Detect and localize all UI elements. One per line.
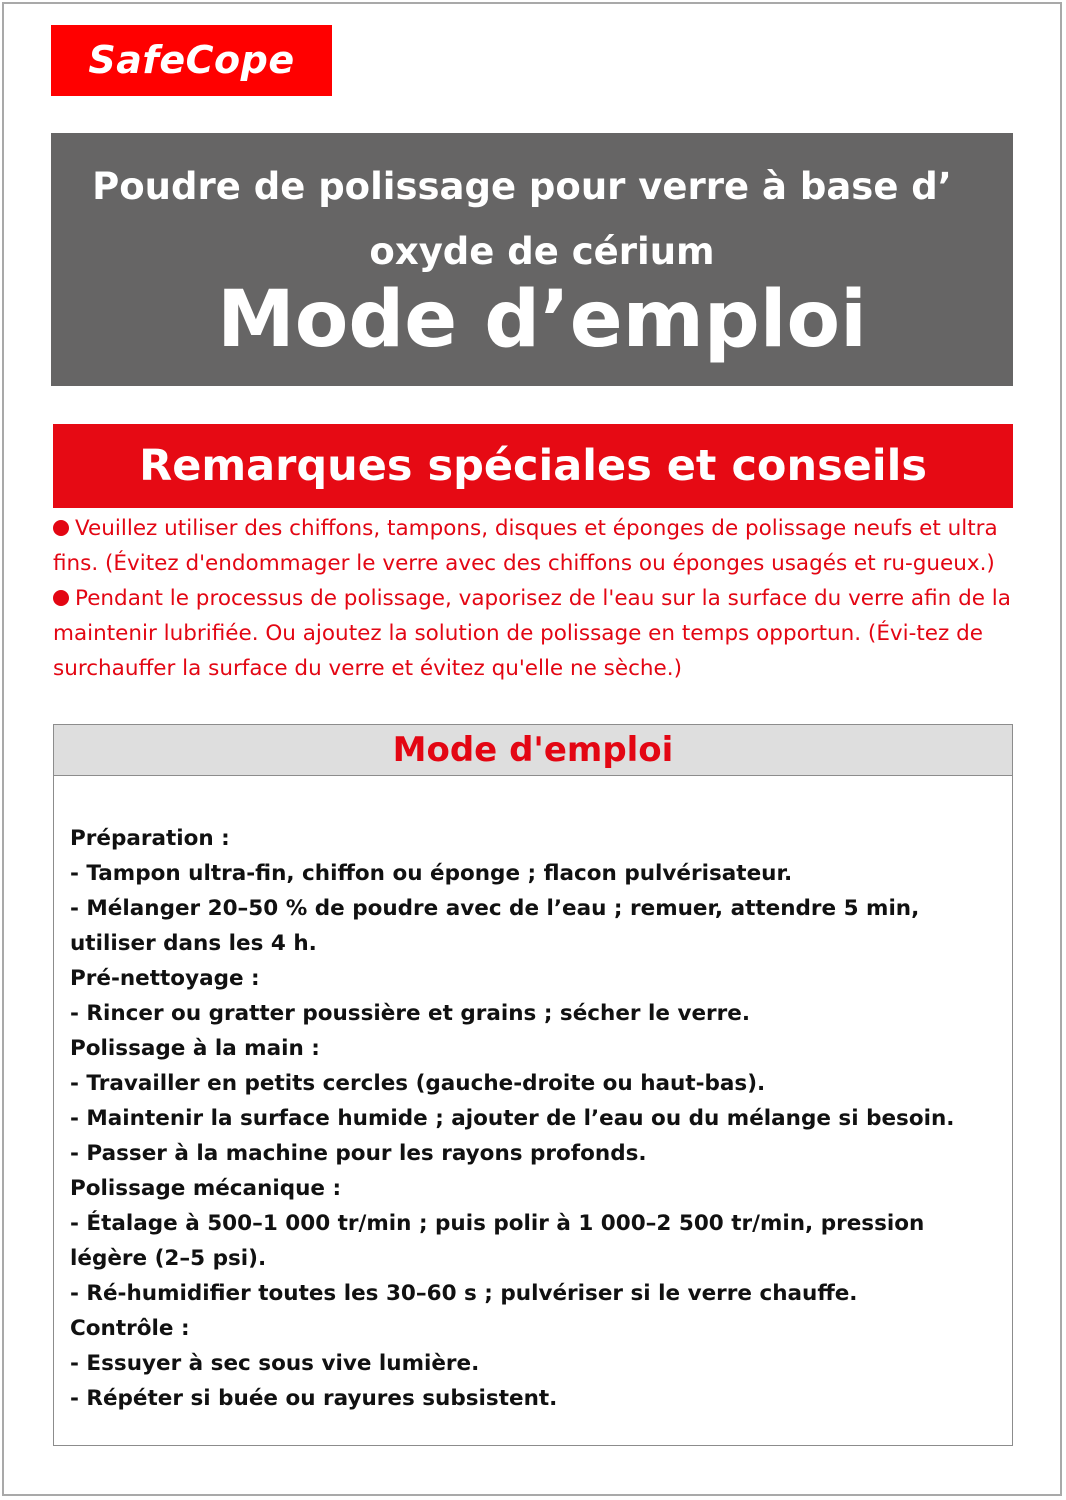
usage-heading: Mode d'emploi (54, 725, 1012, 776)
section-label-controle: Contrôle : (70, 1316, 190, 1341)
bullet-icon (53, 520, 69, 536)
instruction-line: - Étalage à 500–1 000 tr/min ; puis polir à 1 000–2 500 tr/min, pression légère (2–5 psi). (70, 1211, 925, 1271)
tip-item (53, 581, 1013, 686)
instruction-line: - Tampon ultra-fin, chiffon ou éponge ; flacon pulvérisateur. (70, 861, 793, 886)
product-title-line-2: oxyde de cérium (369, 230, 715, 273)
tips-list (53, 511, 1013, 686)
instruction-line: - Passer à la machine pour les rayons profonds. (70, 1141, 647, 1166)
page-title: Mode d’emploi (217, 275, 867, 365)
usage-section (53, 724, 1013, 1446)
tip-text: Pendant le processus de polissage, vaporisez de l'eau sur la surface du verre afin de la maintenir lubrifiée. Ou ajoutez la solution de polissage en temps opportun. (Évi-tez de surchauffer la surface du verre et évitez qu'elle ne sèche.) (53, 586, 1011, 681)
special-remarks-heading: Remarques spéciales et conseils (53, 424, 1013, 508)
instruction-line: - Mélanger 20–50 % de poudre avec de l’eau ; remuer, attendre 5 min, utiliser dans les 4 h. (70, 896, 920, 956)
bullet-icon (53, 590, 69, 606)
instruction-line: - Répéter si buée ou rayures subsistent. (70, 1386, 558, 1411)
usage-body (54, 776, 1012, 1416)
title-banner (51, 133, 1013, 386)
section-label-prenettoyage: Pré-nettoyage : (70, 966, 260, 991)
instruction-line: - Rincer ou gratter poussière et grains ; sécher le verre. (70, 1001, 751, 1026)
instruction-line: - Maintenir la surface humide ; ajouter de l’eau ou du mélange si besoin. (70, 1106, 955, 1131)
section-label-polissage-mecanique: Polissage mécanique : (70, 1176, 342, 1201)
instruction-line: - Ré-humidifier toutes les 30–60 s ; pulvériser si le verre chauffe. (70, 1281, 858, 1306)
instruction-line: - Travailler en petits cercles (gauche-droite ou haut-bas). (70, 1071, 766, 1096)
tip-text: Veuillez utiliser des chiffons, tampons, disques et éponges de polissage neufs et ultra fins. (Évitez d'endommager le verre avec des chiffons ou éponges usagés et ru-gueux.) (53, 516, 998, 576)
tip-item (53, 511, 1013, 581)
product-title-line-1: Poudre de polissage pour verre à base d’ (92, 165, 952, 208)
brand-logo: SafeCope (51, 25, 332, 96)
instruction-line: - Essuyer à sec sous vive lumière. (70, 1351, 480, 1376)
section-label-polissage-main: Polissage à la main : (70, 1036, 320, 1061)
section-label-preparation: Préparation : (70, 826, 230, 851)
